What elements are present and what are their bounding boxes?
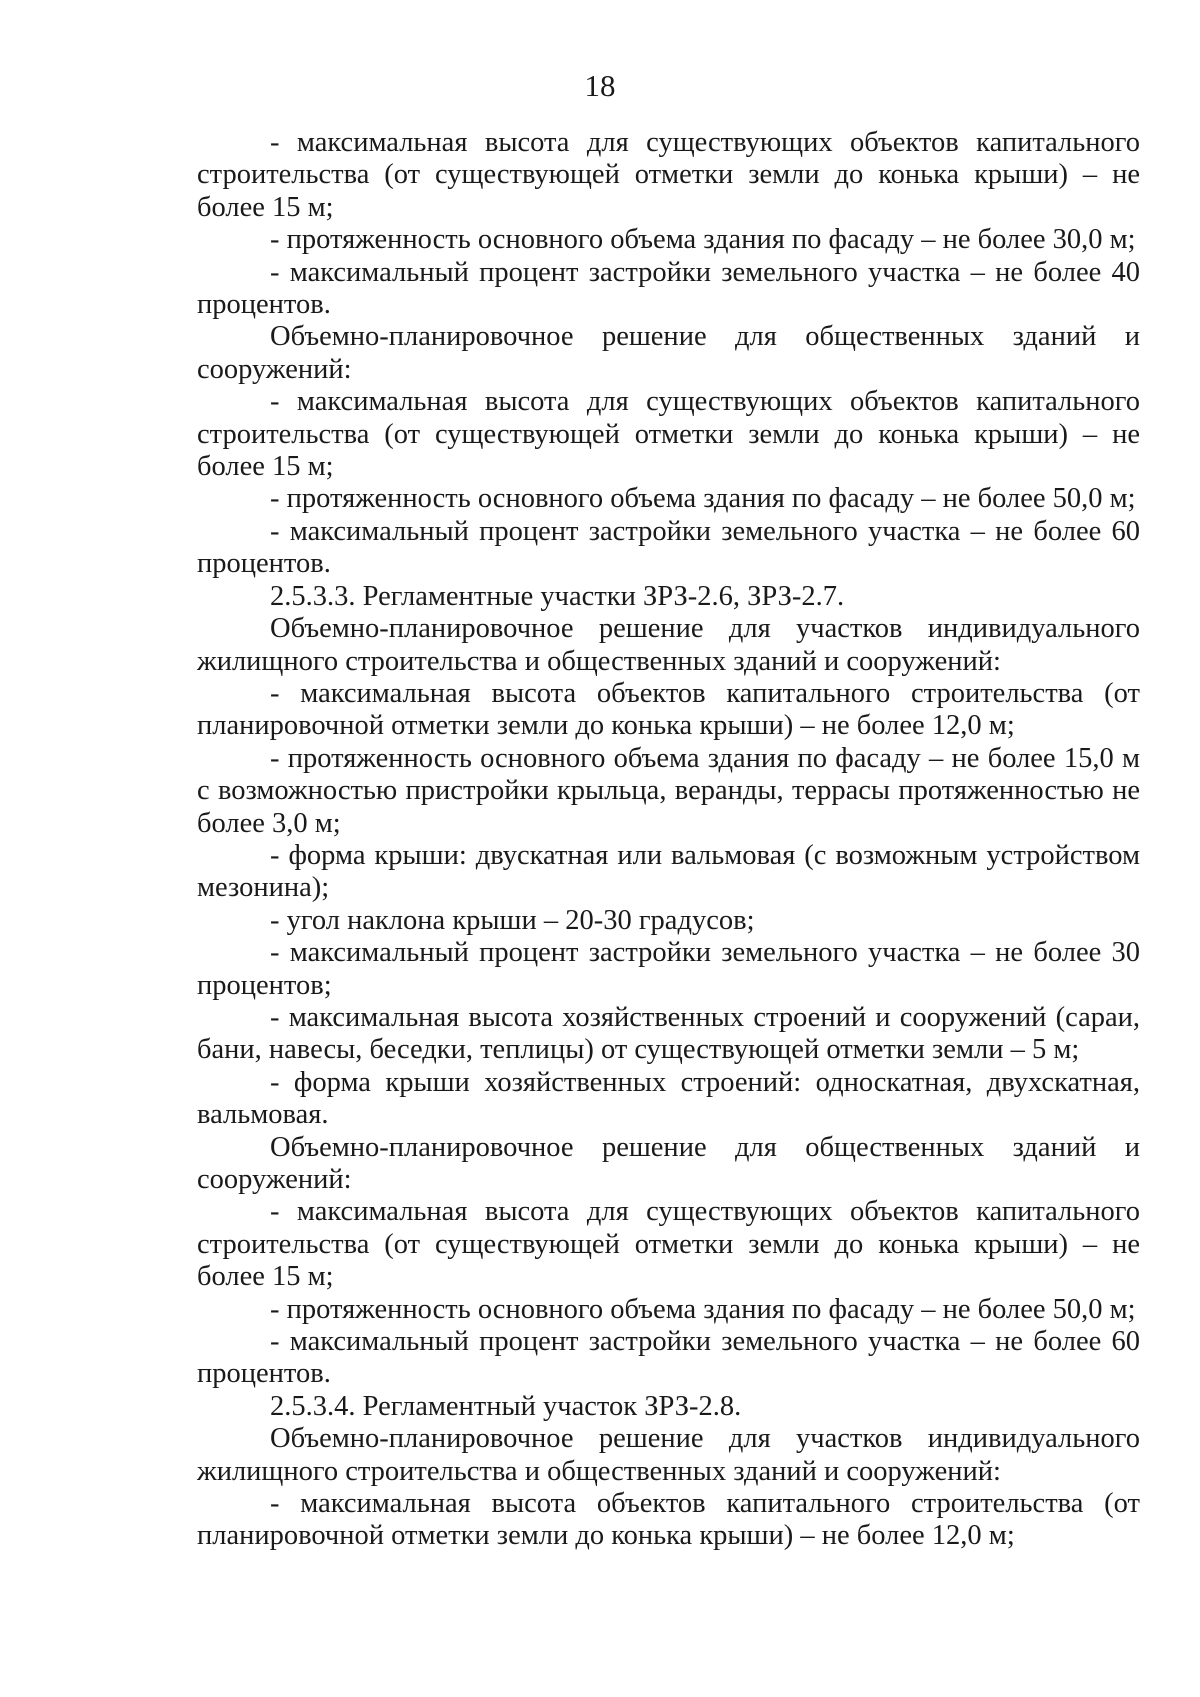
paragraph: - максимальная высота для существующих объектов капитального строительства (от существующей отметки земли до конька крыши) – не более 15 м; xyxy=(197,386,1140,483)
paragraph: - максимальная высота объектов капитального строительства (от планировочной отметки земли до конька крыши) – не более 12,0 м; xyxy=(197,1488,1140,1552)
paragraph: - протяженность основного объема здания по фасаду – не более 15,0 м с возможностью пристройки крыльца, веранды, террасы протяженностью не более 3,0 м; xyxy=(197,742,1140,839)
paragraph: - максимальная высота хозяйственных строений и сооружений (сараи, бани, навесы, беседки, теплицы) от существующей отметки земли – 5 м; xyxy=(197,1001,1140,1066)
paragraph: - максимальный процент застройки земельного участка – не более 60 процентов. xyxy=(197,1326,1140,1390)
paragraph: Объемно-планировочное решение для общественных зданий и сооружений: xyxy=(197,1131,1140,1195)
paragraph: - максимальный процент застройки земельного участка – не более 40 процентов. xyxy=(197,256,1140,321)
paragraph: Объемно-планировочное решение для общественных зданий и сооружений: xyxy=(197,321,1140,385)
paragraph: - протяженность основного объема здания по фасаду – не более 50,0 м; xyxy=(270,483,1136,515)
paragraph: - максимальный процент застройки земельного участка – не более 30 процентов; xyxy=(197,937,1140,1001)
paragraph: - форма крыши: двускатная или вальмовая (с возможным устройством мезонина); xyxy=(197,839,1140,904)
paragraph: - протяженность основного объема здания по фасаду – не более 30,0 м; xyxy=(270,224,1136,256)
paragraph: - максимальная высота объектов капитального строительства (от планировочной отметки земли до конька крыши) – не более 12,0 м; xyxy=(197,677,1140,742)
paragraph: Объемно-планировочное решение для участков индивидуального жилищного строительства и общественных зданий и сооружений: xyxy=(197,613,1140,677)
paragraph: - форма крыши хозяйственных строений: односкатная, двухскатная, вальмовая. xyxy=(197,1066,1140,1131)
paragraph: Объемно-планировочное решение для участков индивидуального жилищного строительства и общественных зданий и сооружений: xyxy=(197,1423,1140,1487)
page-number: 18 xyxy=(584,68,616,103)
paragraph: - максимальная высота для существующих объектов капитального строительства (от существующей отметки земли до конька крыши) – не более 15 м; xyxy=(197,1196,1140,1293)
paragraph: - максимальная высота для существующих объектов капитального строительства (от существующей отметки земли до конька крыши) – не более 15 м; xyxy=(197,127,1140,223)
paragraph: - максимальный процент застройки земельного участка – не более 60 процентов. xyxy=(197,515,1140,580)
section-heading: 2.5.3.3. Регламентные участки ЗРЗ-2.6, ЗРЗ-2.7. xyxy=(270,580,845,612)
document-body xyxy=(197,127,1140,1553)
paragraph: - протяженность основного объема здания по фасаду – не более 50,0 м; xyxy=(270,1293,1136,1325)
paragraph: - угол наклона крыши – 20-30 градусов; xyxy=(270,904,755,936)
section-heading: 2.5.3.4. Регламентный участок ЗРЗ-2.8. xyxy=(270,1390,742,1422)
